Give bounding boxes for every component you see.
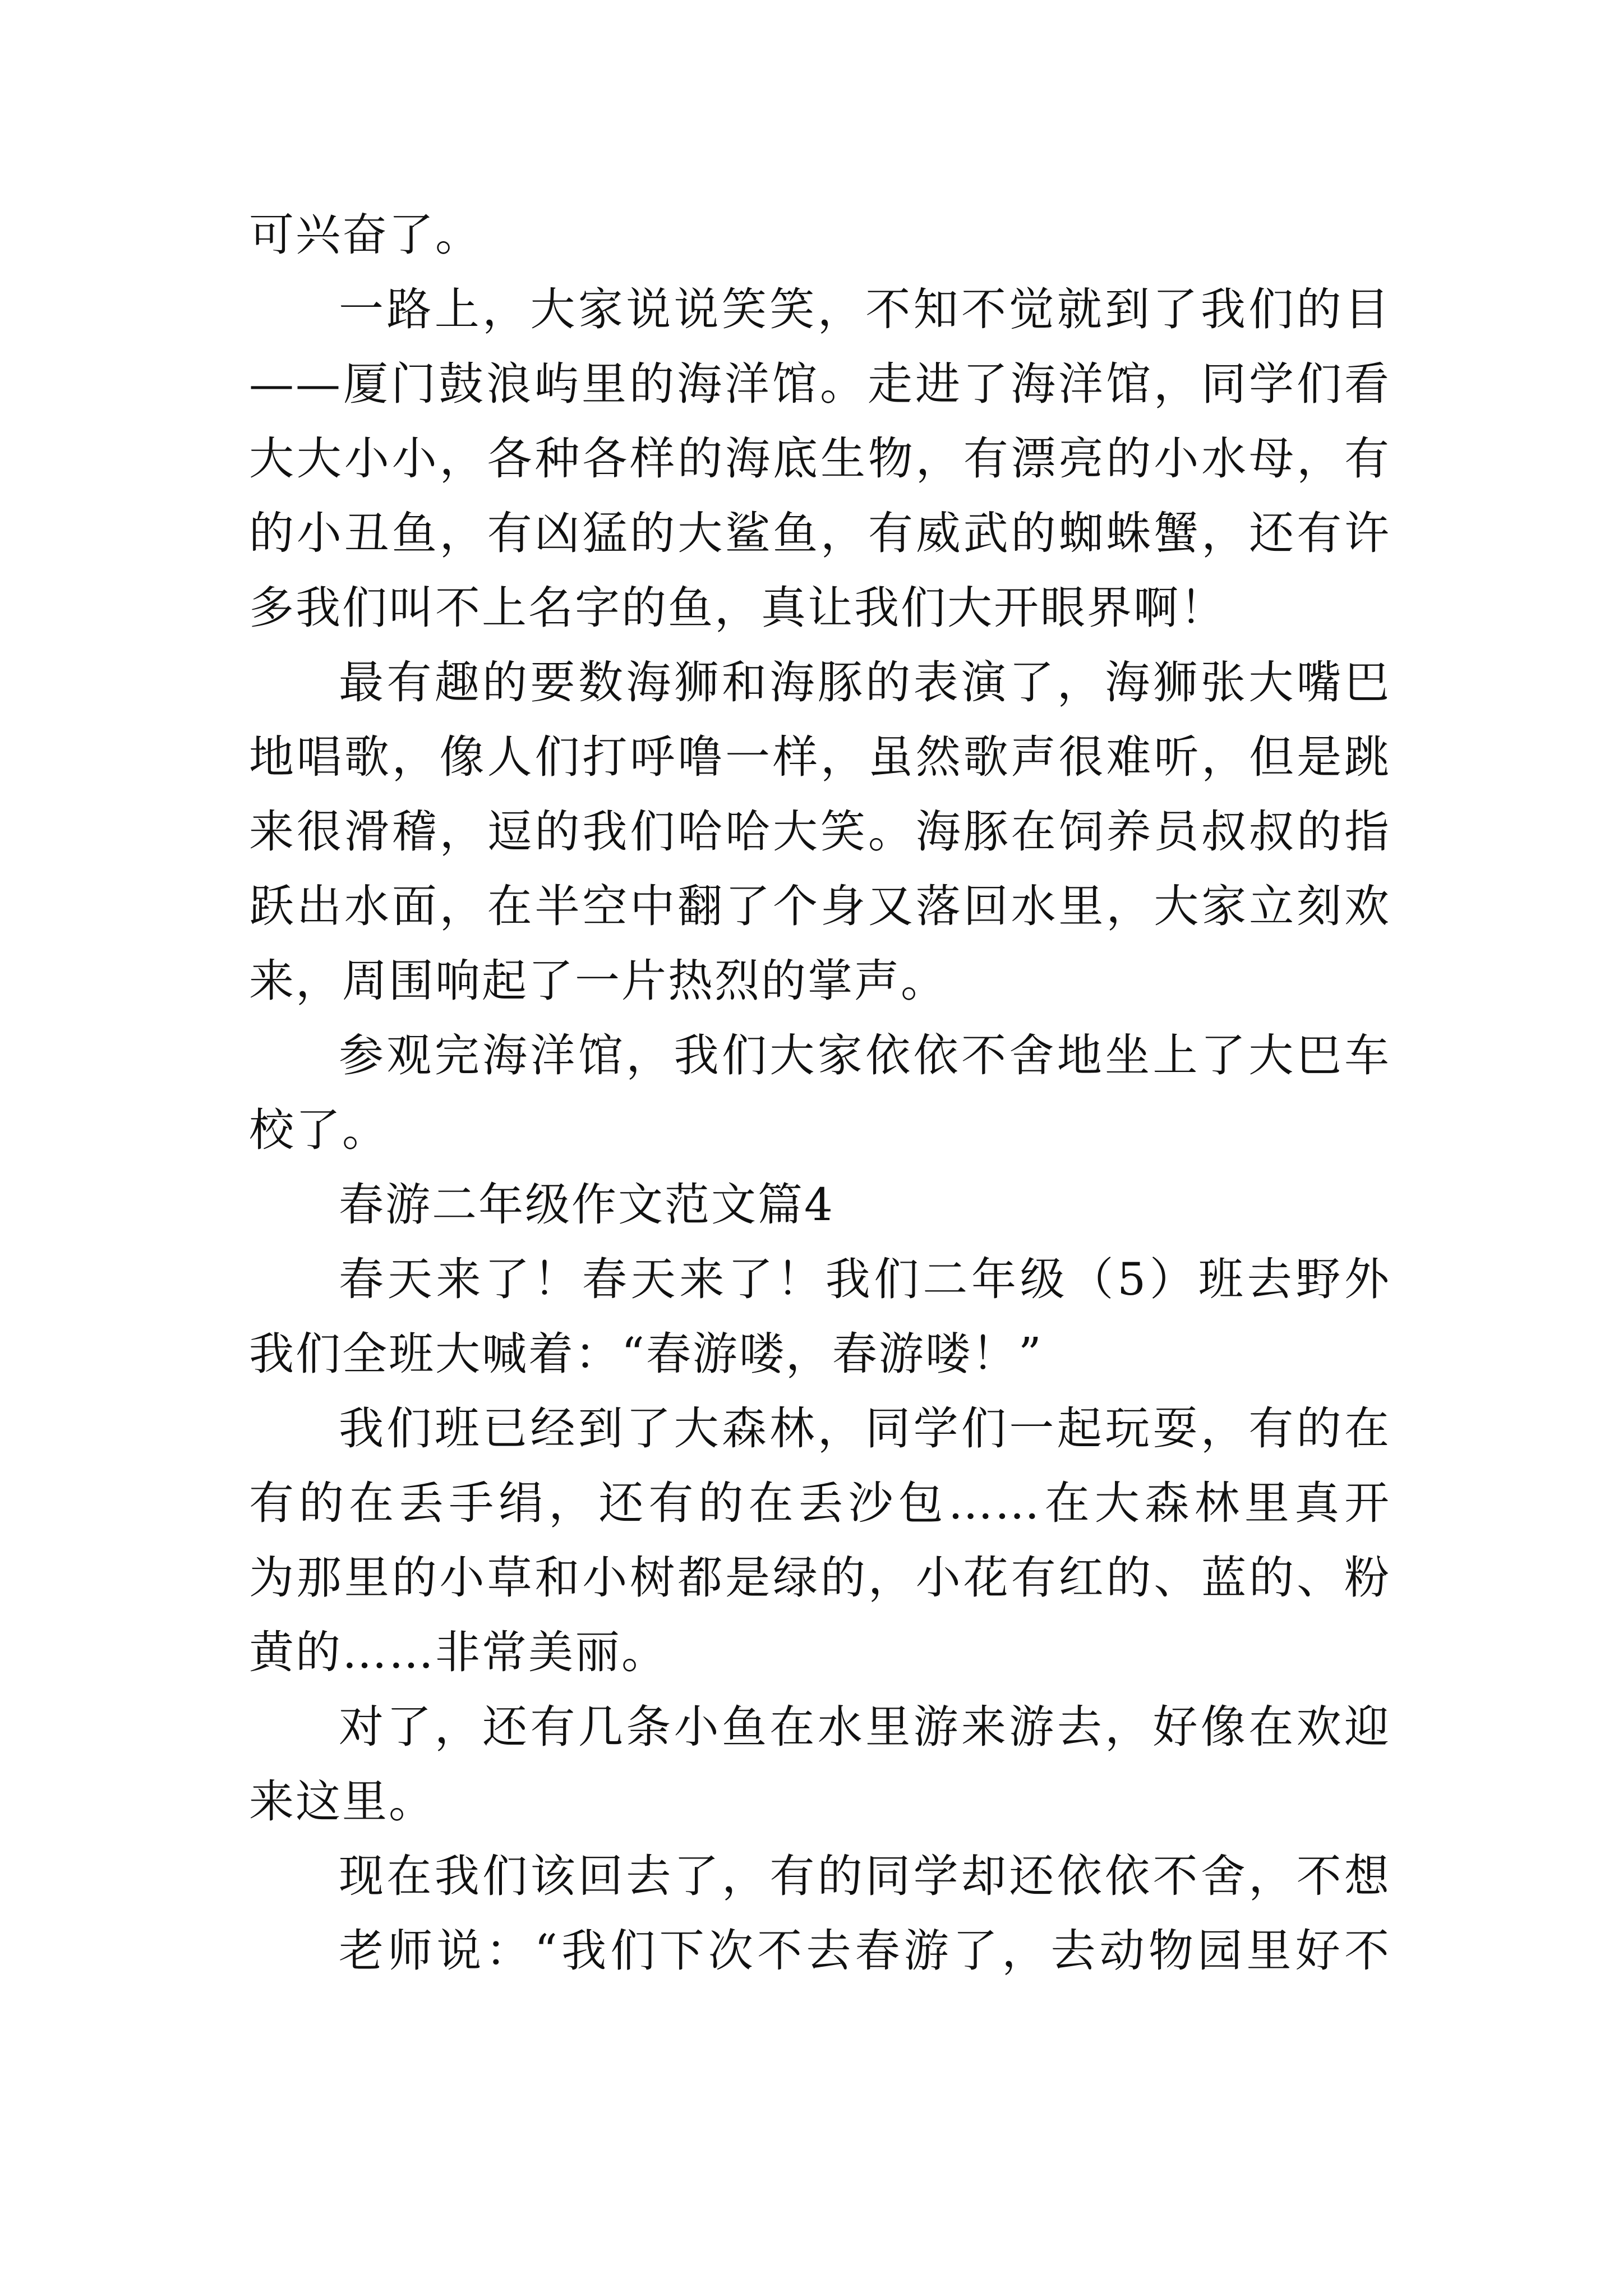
text-line: 来这里。	[249, 1775, 435, 1828]
text-line: 可兴奋了。	[249, 209, 482, 261]
text-line: 黄的……非常美丽。	[249, 1626, 668, 1678]
text-line: 老师说：“我们下次不去春游了，去动物园里好不	[339, 1925, 1391, 1977]
text-line: 一路上，大家说说笑笑，不知不觉就到了我们的目	[339, 283, 1391, 335]
text-line: 校了。	[249, 1104, 389, 1156]
text-line: 来，周围响起了一片热烈的掌声。	[249, 955, 947, 1007]
text-line: 来很滑稽，逗的我们哈哈大笑。海豚在饲养员叔叔的指	[249, 806, 1391, 858]
text-line: ——厦门鼓浪屿里的海洋馆。走进了海洋馆，同学们看	[249, 358, 1391, 410]
text-line: 多我们叫不上名字的鱼，真让我们大开眼界啊！	[249, 582, 1227, 634]
text-line: 的小丑鱼，有凶猛的大鲨鱼，有威武的蜘蛛蟹，还有许	[249, 507, 1391, 559]
text-line: 参观完海洋馆，我们大家依依不舍地坐上了大巴车	[339, 1029, 1391, 1082]
essay-text	[249, 197, 1391, 1988]
text-line: 对了，还有几条小鱼在水里游来游去，好像在欢迎	[339, 1701, 1391, 1753]
text-line: 跃出水面，在半空中翻了个身又落回水里，大家立刻欢	[249, 880, 1391, 932]
text-line: 有的在丢手绢，还有的在丢沙包……在大森林里真开	[249, 1477, 1391, 1529]
text-line: 我们全班大喊着：“春游喽，春游喽！”	[249, 1328, 1043, 1380]
text-line: 最有趣的要数海狮和海豚的表演了，海狮张大嘴巴	[339, 656, 1391, 708]
text-line: 春游二年级作文范文篇4	[339, 1179, 834, 1231]
text-line: 春天来了！春天来了！我们二年级（5）班去野外	[339, 1253, 1391, 1305]
text-line: 现在我们该回去了，有的同学却还依依不舍，不想	[339, 1850, 1391, 1902]
text-line: 地唱歌，像人们打呼噜一样，虽然歌声很难听，但是跳	[249, 731, 1391, 783]
text-line: 大大小小，各种各样的海底生物，有漂亮的小水母，有	[249, 432, 1391, 485]
text-line: 我们班已经到了大森林，同学们一起玩耍，有的在	[339, 1402, 1391, 1455]
text-line: 为那里的小草和小树都是绿的，小花有红的、蓝的、粉	[249, 1552, 1391, 1604]
